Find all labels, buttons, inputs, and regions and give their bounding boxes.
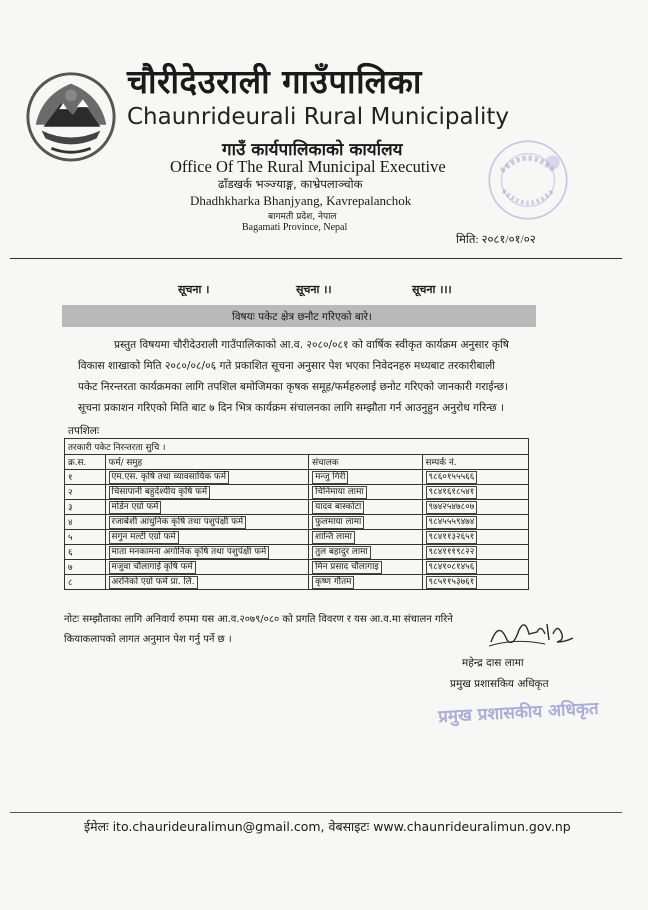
firm-cell <box>105 515 309 530</box>
issue-date: मिति: २०८१/०१/०२ <box>456 234 536 246</box>
firm-name: रजाबेशी आधुनिक कृषि तथा पशुपंक्षी फर्म <box>109 516 247 529</box>
footer-divider <box>10 812 622 813</box>
firm-name: अरनिको एग्रो फर्म प्रा. लि. <box>109 576 198 589</box>
firm-name: चिसापानी बहुदेश्यीय कृषि फर्म <box>109 486 211 499</box>
operator-cell <box>309 500 422 515</box>
operator-cell <box>309 515 422 530</box>
official-seal: प्रमुख प्रशासकीय अधिकृत <box>437 698 600 728</box>
serial-cell: ५ <box>65 530 106 545</box>
phone-number: ९८४११३२६५१ <box>426 531 478 544</box>
operator-cell <box>309 575 422 590</box>
notice-heading-3: सूचना ।।। <box>412 283 452 296</box>
phone-number: ९७४२५४७८०७ <box>426 501 478 514</box>
operator-name: कृष्ण गौतम <box>312 576 354 589</box>
serial-cell: ३ <box>65 500 106 515</box>
signer-name: महेन्द्र दास लामा <box>462 657 524 669</box>
firm-name: एम.एस. कृषि तथा व्यावसायिक फर्म <box>109 471 229 484</box>
office-stamp-icon <box>484 136 572 224</box>
address-en: Dhadhkharka Bhanjyang, Kavrepalanchok <box>190 193 412 208</box>
phone-cell <box>422 575 528 590</box>
firm-cell <box>105 530 309 545</box>
firm-name: मोर्डन एग्रो फर्म <box>109 501 162 514</box>
municipality-title-np: चौरीदेउराली गाउँपालिका <box>127 62 422 101</box>
column-header: सम्पर्क नं. <box>422 455 528 470</box>
subject-line: विषयः पकेट क्षेत्र छनौट गरिएको बारे। <box>232 311 372 323</box>
body-line: विकास शाखाको मिति २०८०/०८/०६ गते प्रकाशित सूचना अनुसार पेश भएका निवेदनहरु मध्यबाट तरकारीबाली <box>78 360 496 372</box>
table-row <box>65 560 529 575</box>
serial-cell: २ <box>65 485 106 500</box>
firm-cell <box>105 545 309 560</box>
notice-body <box>78 335 562 419</box>
table-row <box>65 515 529 530</box>
column-header: संचालक <box>309 455 422 470</box>
phone-cell <box>422 545 528 560</box>
table-row <box>65 575 529 590</box>
signer-title: प्रमुख प्रशासकिय अधिकृत <box>450 678 549 690</box>
operator-cell <box>309 530 422 545</box>
phone-cell <box>422 560 528 575</box>
body-line: पकेट निरन्तरता कार्यक्रमका लागि तपशिल बमोजिमका कृषक समूह/फर्महरुलाई छनोट गरिएको जानकारी गराईन्छ। <box>78 381 509 393</box>
phone-cell <box>422 530 528 545</box>
operator-cell <box>309 545 422 560</box>
body-line: सूचना प्रकाशन गरिएको मिति बाट ७ दिन भित्र कार्यक्रम संचालनका लागि सम्झौता गर्न आउनुहुन अनुरोध गरिन्छ । <box>78 402 504 414</box>
municipality-title-en: Chaunrideurali Rural Municipality <box>127 104 510 130</box>
table-row <box>65 545 529 560</box>
body-line: प्रस्तुत विषयमा चौरीदेउराली गाउँपालिकाको आ.व. २०८०/०८१ को वार्षिक स्वीकृत कार्यक्रम अनुसार कृषि <box>114 339 509 351</box>
operator-name: शान्ति लामा <box>312 531 355 544</box>
firm-name: सगुन मल्टी एग्रो फर्म <box>109 531 179 544</box>
province-np: बागमती प्रदेश, नेपाल <box>268 212 337 222</box>
footer-contact: ईमेलः ito.chaurideuralimun@gmail.com, वेबसाइटः www.chaunrideuralimun.gov.np <box>84 819 571 834</box>
serial-cell: ७ <box>65 560 106 575</box>
office-name-en: Office Of The Rural Municipal Executive <box>170 157 446 176</box>
phone-number: ९८५११५३७६१ <box>426 576 478 589</box>
nepal-emblem-icon <box>22 66 120 164</box>
operator-name: यादव बास्कोटा <box>312 501 364 514</box>
table-header-row <box>65 455 529 470</box>
handwritten-signature <box>485 612 575 652</box>
phone-number: ९८६०१५५५६६ <box>426 471 478 484</box>
serial-cell: १ <box>65 470 106 485</box>
operator-name: मन्जु गिरी <box>312 471 348 484</box>
note-line: कियाकलापको लागत अनुमान पेश गर्नु पर्ने छ । <box>64 634 232 645</box>
phone-number: ९८४१०८१४५६ <box>426 561 478 574</box>
firm-cell <box>105 560 309 575</box>
pocket-list-table <box>64 438 529 590</box>
operator-cell <box>309 470 422 485</box>
serial-cell: ४ <box>65 515 106 530</box>
address-np: ढाँडखर्क भञ्ज्याङ्ग, काभ्रेपलाञ्चोक <box>218 177 363 191</box>
operator-name: मिन प्रसाद चौलागाइ <box>312 561 382 574</box>
operator-cell <box>309 485 422 500</box>
list-label: तपशिलः <box>68 425 100 437</box>
table-row <box>65 485 529 500</box>
phone-cell <box>422 500 528 515</box>
firm-cell <box>105 470 309 485</box>
office-name-np: गाउँ कार्यपालिकाको कार्यालय <box>222 140 403 160</box>
operator-name: फुलमाया लामा <box>312 516 364 529</box>
firm-name: मजुवा चौलागाई कृषि फर्म <box>109 561 196 574</box>
notice-heading-1: सूचना । <box>178 283 210 296</box>
firm-cell <box>105 500 309 515</box>
column-header: क्र.स. <box>65 455 106 470</box>
notice-heading-2: सूचना ।। <box>296 283 332 296</box>
firm-cell <box>105 485 309 500</box>
operator-cell <box>309 560 422 575</box>
note-line: नोटः सम्झौताका लागि अनिवार्य रुपमा यस आ.व.२०७९/०८० को प्रगति विवरण र यस आ.व.मा संचालन गरिने <box>64 614 453 625</box>
firm-name: माता मनकामना अर्गानिक कृषि तथा पशुपंक्षी फर्म <box>109 546 270 559</box>
phone-number: ९८४१११९८२२ <box>426 546 478 559</box>
table-caption: तरकारी पकेट निरन्तरता सुचि । <box>65 439 529 455</box>
header-divider <box>10 258 622 259</box>
phone-cell <box>422 485 528 500</box>
firm-cell <box>105 575 309 590</box>
serial-cell: ६ <box>65 545 106 560</box>
phone-cell <box>422 515 528 530</box>
operator-name: तुल बहादुर लामा <box>312 546 371 559</box>
column-header: फर्म/ समुह <box>105 455 309 470</box>
serial-cell: ८ <box>65 575 106 590</box>
operator-name: चिनिमाया लामा <box>312 486 367 499</box>
phone-cell <box>422 470 528 485</box>
phone-number: ९८४१६१८५४१ <box>426 486 478 499</box>
phone-number: ९८४५५५९४७४ <box>426 516 478 529</box>
table-row <box>65 500 529 515</box>
table-row <box>65 530 529 545</box>
table-row <box>65 470 529 485</box>
province-en: Bagamati Province, Nepal <box>242 222 348 233</box>
